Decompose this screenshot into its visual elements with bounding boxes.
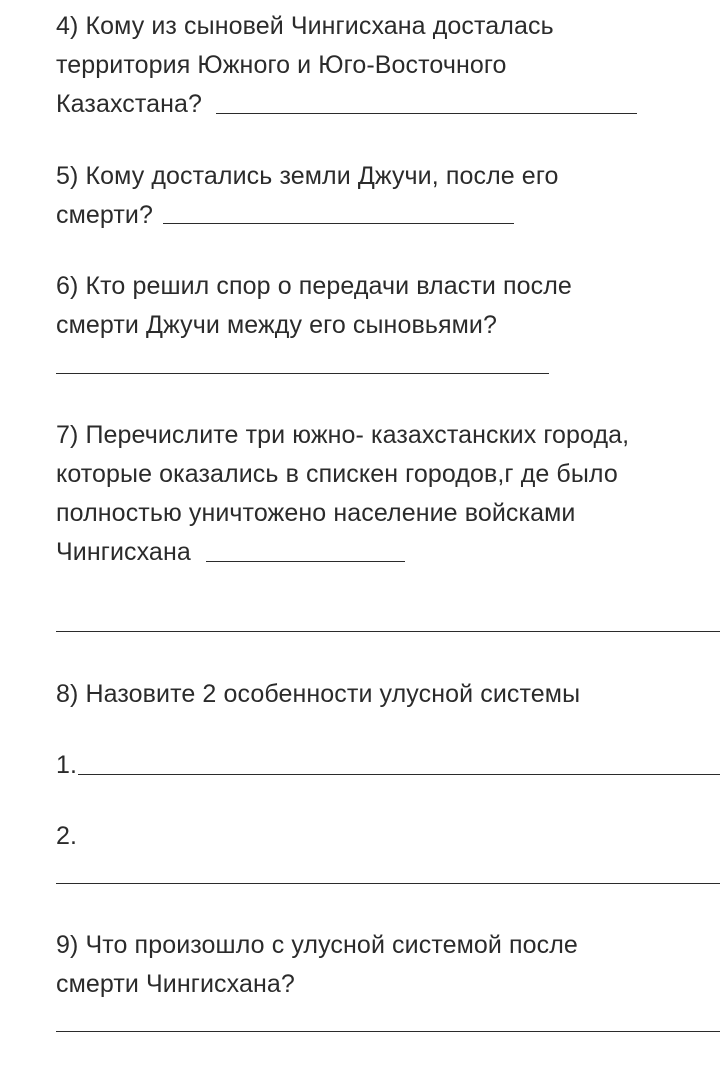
q5-answer-blank[interactable] <box>163 223 514 224</box>
q4-line-2: территория Южного и Юго-Восточного <box>56 51 507 79</box>
q9-answer-blank[interactable] <box>56 1031 720 1032</box>
q4-answer-blank[interactable] <box>216 113 637 114</box>
q8-item-1-label: 1. <box>56 751 78 779</box>
q4-line-3: Казахстана? <box>56 90 203 118</box>
q5-line-1: 5) Кому достались земли Джучи, после его <box>56 162 559 190</box>
q9-line-1: 9) Что произошло с улусной системой после <box>56 931 578 959</box>
q7-answer-blank-2[interactable] <box>56 631 720 632</box>
q8-item-2-blank[interactable] <box>56 883 720 884</box>
q6-answer-blank[interactable] <box>56 373 549 374</box>
q8-item-1-blank[interactable] <box>78 774 720 775</box>
q7-line-2: которые оказались в спискен городов,г де было <box>56 460 618 488</box>
q4-line-1: 4) Кому из сыновей Чингисхана досталась <box>56 12 554 40</box>
q7-line-3: полностью уничтожено население войсками <box>56 499 576 527</box>
q9-line-2: смерти Чингисхана? <box>56 970 295 998</box>
q6-line-1: 6) Кто решил спор о передачи власти после <box>56 272 572 300</box>
q7-line-4: Чингисхана <box>56 538 191 566</box>
q8-line-1: 8) Назовите 2 особенности улусной системы <box>56 680 581 708</box>
q8-item-2-label: 2. <box>56 822 78 850</box>
q7-line-1: 7) Перечислите три южно- казахстанских города, <box>56 421 630 449</box>
q6-line-2: смерти Джучи между его сыновьями? <box>56 311 497 339</box>
q5-line-2: смерти? <box>56 201 153 229</box>
q7-answer-blank-1[interactable] <box>206 561 405 562</box>
